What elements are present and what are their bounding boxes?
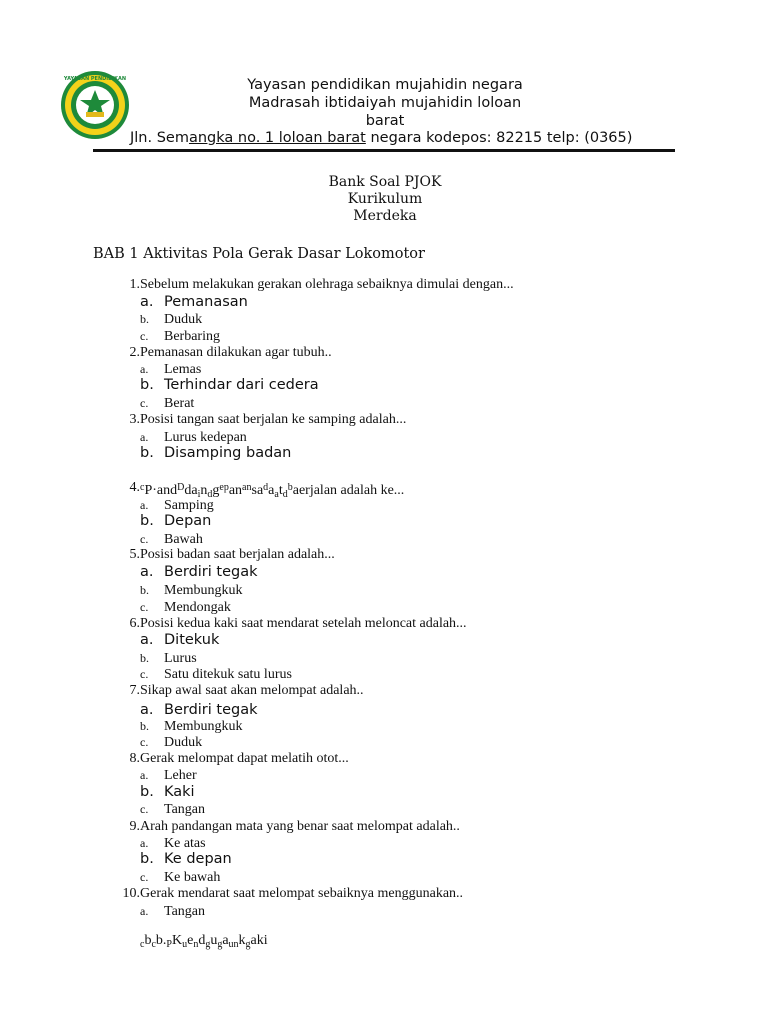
- option-letter: b.: [140, 784, 154, 800]
- option-letter: c.: [140, 396, 149, 410]
- option-text: Samping: [164, 498, 214, 513]
- option-letter: b.: [140, 851, 154, 867]
- option-text: Depan: [164, 513, 212, 529]
- garbled-fragment: a: [268, 483, 275, 498]
- option: [140, 784, 195, 801]
- option-letter: b.: [140, 445, 154, 461]
- option: [140, 734, 202, 751]
- option-text: Satu ditekuk satu lurus: [164, 667, 292, 682]
- option-letter: c.: [140, 329, 149, 343]
- option-letter: b.: [140, 651, 149, 665]
- option: [140, 531, 203, 548]
- garbled-fragment: n: [193, 939, 199, 950]
- question-text: Posisi badan saat berjalan adalah...: [140, 547, 335, 562]
- question-text: Pemanasan dilakukan agar tubuh..: [140, 345, 332, 360]
- option: [140, 718, 243, 735]
- option-letter: a.: [140, 768, 149, 782]
- option-text: Duduk: [164, 735, 203, 750]
- option: [140, 666, 292, 683]
- chapter-heading: BAB 1 Aktivitas Pola Gerak Dasar Lokomotor: [93, 246, 425, 262]
- garbled-fragment: an: [228, 483, 243, 498]
- option-letter: c.: [140, 532, 149, 546]
- option-letter: a.: [140, 498, 149, 512]
- garbled-fragment: g: [217, 939, 223, 950]
- option-letter: c.: [140, 600, 149, 614]
- garbled-fragment: d: [263, 482, 269, 493]
- question-number: 8.: [129, 751, 140, 766]
- question-10: [110, 886, 464, 902]
- option-letter: a.: [140, 430, 149, 444]
- garbled-fragment: c: [151, 939, 156, 950]
- garbled-fragment: d: [282, 489, 288, 500]
- option-letter: a.: [140, 702, 154, 718]
- question-7: [110, 683, 364, 699]
- garbled-fragment: D: [177, 482, 185, 493]
- title-line-3: Merdeka: [353, 208, 417, 224]
- option-text: Tangan: [164, 904, 206, 919]
- garbled-fragment: a: [292, 483, 299, 498]
- letterhead: [150, 76, 620, 130]
- school-logo: [58, 70, 132, 140]
- option-letter: a.: [140, 362, 149, 376]
- garbled-fragment: b: [144, 933, 152, 948]
- garbled-fragment: i: [197, 489, 201, 500]
- question-text: Sikap awal saat akan melompat adalah..: [140, 683, 364, 698]
- option-letter: c.: [140, 735, 149, 749]
- question-6: [110, 616, 467, 632]
- title-line-2: Kurikulum: [347, 191, 423, 207]
- option-text: Lurus: [164, 651, 197, 666]
- garbled-fragment: t: [278, 483, 283, 498]
- garbled-prefix: [140, 483, 299, 498]
- option-letter: c.: [140, 802, 149, 816]
- option: [140, 311, 202, 328]
- school-name-cont: barat: [365, 113, 405, 129]
- option: [140, 650, 197, 667]
- option: [140, 564, 258, 581]
- garbled-fragment: un: [228, 939, 239, 950]
- garbled-fragment: c: [140, 939, 145, 950]
- address-part-end: negara kodepos: 82215 telp: (0365): [365, 130, 633, 146]
- garbled-fragment: g: [212, 483, 220, 498]
- question-number: 6.: [129, 616, 140, 631]
- option-letter: b.: [140, 312, 149, 326]
- option-text: Kaki: [164, 784, 195, 800]
- option: [140, 445, 291, 462]
- option: [140, 869, 220, 886]
- question-number: 4.: [129, 480, 140, 495]
- garbled-fragment: P: [144, 483, 153, 498]
- document-title: [250, 174, 520, 225]
- garbled-fragment: k: [238, 933, 246, 948]
- option-text: Mendongak: [164, 600, 231, 615]
- school-address: [130, 129, 660, 147]
- option: [140, 851, 232, 868]
- option: [140, 429, 247, 446]
- garbled-fragment: n: [200, 483, 208, 498]
- option-text: Ke depan: [164, 851, 232, 867]
- address-underlined: angka no. 1 loloan barat: [188, 130, 366, 146]
- garbled-fragment: da: [184, 483, 198, 498]
- option: [140, 395, 194, 412]
- title-line-1: Bank Soal PJOK: [328, 174, 442, 190]
- question-text: Sebelum melakukan gerakan olehraga sebaiknya dimulai dengan...: [140, 277, 514, 292]
- option-text: Berdiri tegak: [164, 564, 258, 580]
- option-letter: c.: [140, 870, 149, 884]
- option-letter: a.: [140, 564, 154, 580]
- question-text: Posisi tangan saat berjalan ke samping adalah...: [140, 412, 407, 427]
- question-number: 10.: [122, 886, 140, 901]
- option-letter: a.: [140, 836, 149, 850]
- option: [140, 903, 205, 920]
- option: [140, 328, 220, 345]
- question-text-end: erjalan adalah ke...: [298, 483, 405, 498]
- garbled-fragment: a: [274, 489, 279, 500]
- option-letter: a.: [140, 904, 149, 918]
- question-number: 2.: [129, 345, 140, 360]
- logo-lettering: YAYASAN PENDIDIKAN: [63, 76, 127, 82]
- option-letter: a.: [140, 632, 154, 648]
- option: [140, 599, 231, 616]
- option-letter: b.: [140, 719, 149, 733]
- option-text: Berbaring: [164, 329, 220, 344]
- question-5: [110, 547, 335, 563]
- option-text: Membungkuk: [164, 719, 243, 734]
- question-text: Gerak mendarat saat melompat sebaiknya menggunakan..: [140, 886, 464, 901]
- garbled-fragment: K: [171, 933, 183, 948]
- option-text: Ke bawah: [164, 870, 221, 885]
- question-3: [110, 412, 407, 428]
- garbled-fragment: .: [162, 933, 167, 948]
- garbled-fragment: ·and: [152, 483, 178, 498]
- question-1: [110, 277, 514, 293]
- option-letter: b.: [140, 583, 149, 597]
- option-text: Disamping badan: [164, 445, 292, 461]
- foundation-name: Yayasan pendidikan mujahidin negara: [247, 77, 523, 93]
- garbled-fragment: an: [242, 482, 252, 493]
- option-text: Duduk: [164, 312, 203, 327]
- option-text: Lemas: [164, 362, 202, 377]
- garbled-fragment: ep: [219, 482, 229, 493]
- garbled-fragment: b: [155, 933, 163, 948]
- garbled-fragment: u: [182, 939, 188, 950]
- option-letter: b.: [140, 377, 154, 393]
- option-text: Ke atas: [164, 836, 206, 851]
- garbled-fragment: g: [245, 939, 251, 950]
- garbled-fragment: sa: [251, 483, 264, 498]
- question-text: Posisi kedua kaki saat mendarat setelah meloncat adalah...: [140, 616, 467, 631]
- address-part: Jln. Sem: [130, 130, 189, 146]
- garbled-fragment: c: [140, 482, 145, 493]
- option-text: Bawah: [164, 532, 203, 547]
- garbled-fragment: g: [205, 939, 211, 950]
- garbled-fragment: e: [187, 933, 194, 948]
- option: [140, 513, 211, 530]
- option: [140, 582, 243, 599]
- option: [140, 801, 205, 818]
- question-number: 9.: [129, 819, 140, 834]
- option-text: Lurus kedepan: [164, 430, 247, 445]
- option-letter: a.: [140, 294, 154, 310]
- question-9: [110, 819, 460, 835]
- question-2: [110, 345, 332, 361]
- question-number: 3.: [129, 412, 140, 427]
- option: [140, 632, 219, 649]
- option: [140, 377, 319, 394]
- garbled-tail: [140, 933, 268, 950]
- option-text: Terhindar dari cedera: [164, 377, 319, 393]
- option-text: Tangan: [164, 802, 206, 817]
- option-letter: b.: [140, 513, 154, 529]
- option-text: Berat: [164, 396, 195, 411]
- option-text: Leher: [164, 768, 197, 783]
- question-number: 7.: [129, 683, 140, 698]
- question-number: 5.: [129, 547, 140, 562]
- option: [140, 497, 214, 514]
- garbled-fragment: u: [210, 933, 218, 948]
- option: [140, 702, 258, 719]
- garbled-fragment: a: [222, 933, 229, 948]
- option-letter: c.: [140, 667, 149, 681]
- school-name: Madrasah ibtidaiyah mujahidin loloan: [248, 95, 522, 111]
- question-text: Arah pandangan mata yang benar saat melompat adalah..: [140, 819, 460, 834]
- option-text: Membungkuk: [164, 583, 243, 598]
- option-text: Pemanasan: [164, 294, 248, 310]
- garbled-fragment: d: [207, 489, 213, 500]
- question-text: Gerak melompat dapat melatih otot...: [140, 751, 349, 766]
- option: [140, 767, 197, 784]
- option-text: Ditekuk: [164, 632, 220, 648]
- garbled-fragment: b: [287, 482, 293, 493]
- garbled-fragment: P: [166, 939, 172, 950]
- garbled-fragment: d: [198, 933, 206, 948]
- question-8: [110, 751, 349, 767]
- garbled-fragment: aki: [250, 933, 268, 948]
- option: [140, 835, 206, 852]
- letterhead-rule: [93, 149, 675, 152]
- option: [140, 294, 248, 311]
- option: [140, 361, 201, 378]
- option-text: Berdiri tegak: [164, 702, 258, 718]
- question-4: [110, 480, 405, 500]
- question-number: 1.: [129, 277, 140, 292]
